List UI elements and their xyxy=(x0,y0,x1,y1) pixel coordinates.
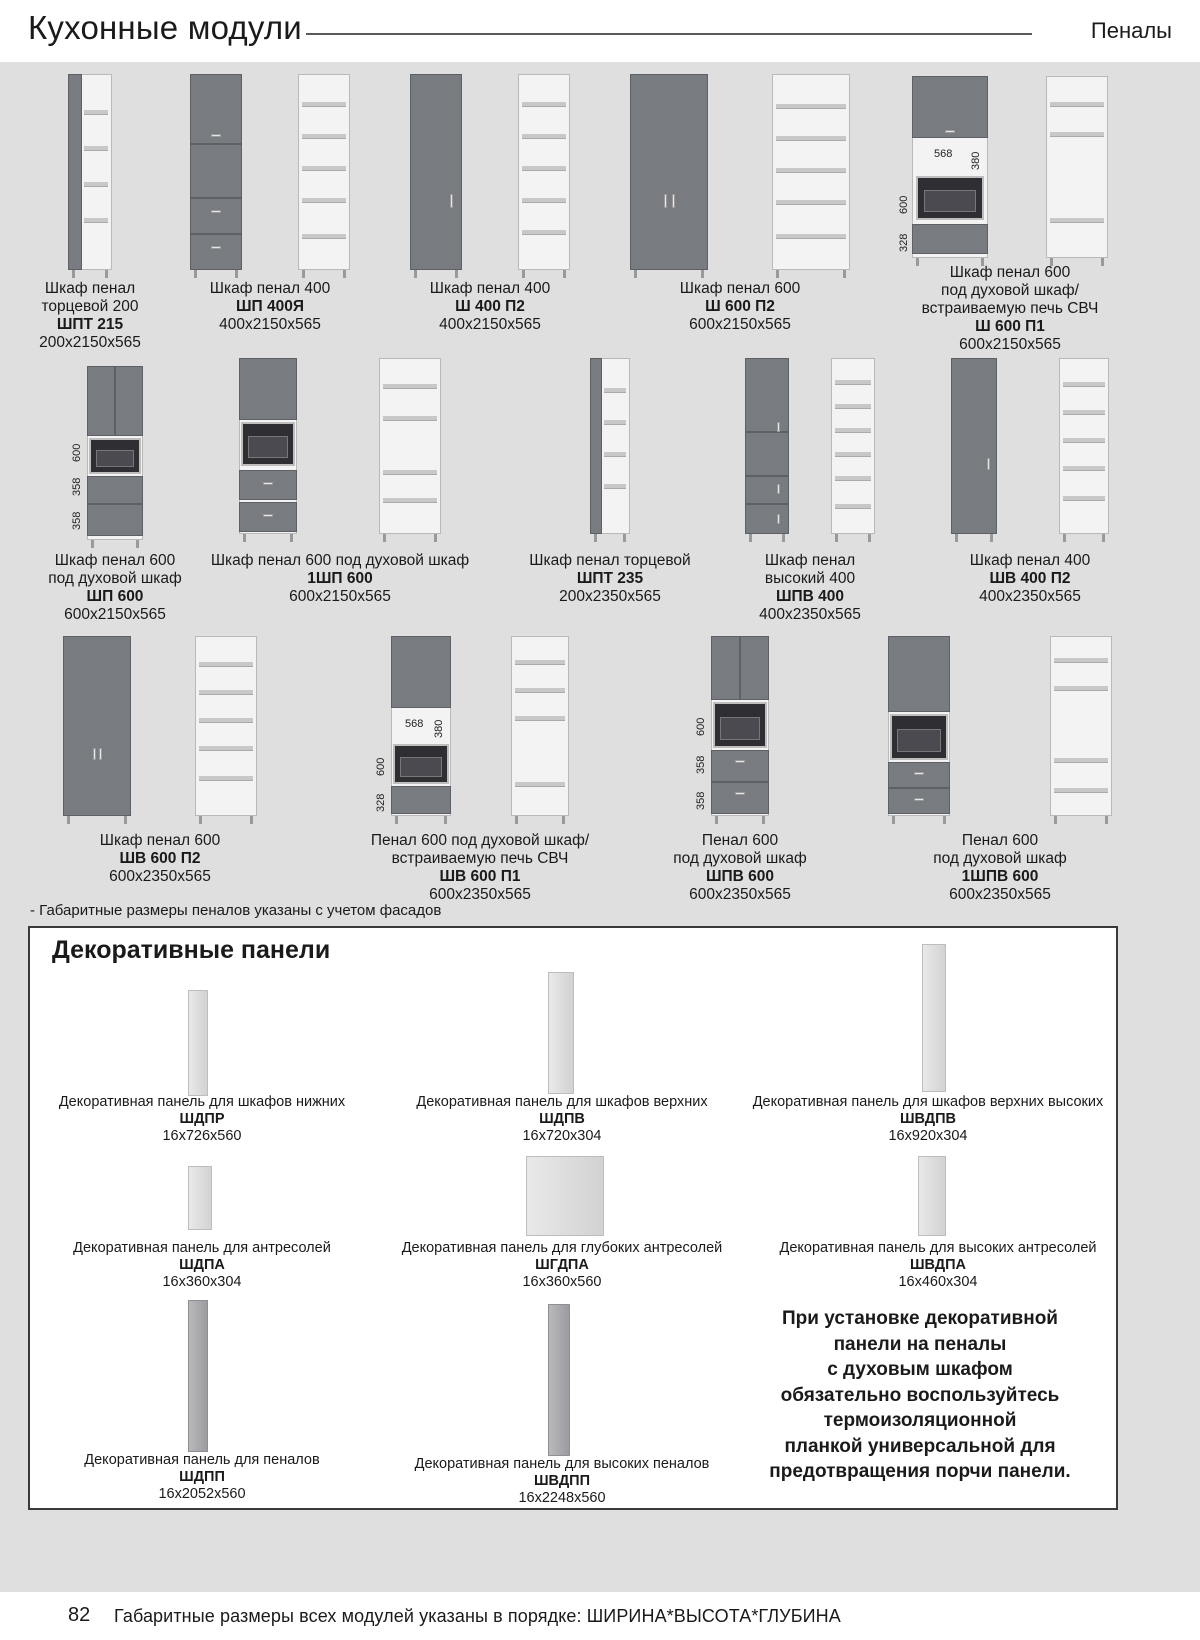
module-images xyxy=(50,636,270,816)
module-images xyxy=(540,358,680,534)
module-images xyxy=(400,74,580,270)
panel-caption: Декоративная панель для высоких антресолей ШВДПА 16x460x304 xyxy=(779,1240,1097,1290)
module-images xyxy=(940,358,1120,534)
module-caption: Шкаф пенал 600 Ш 600 П2 600x2150x565 xyxy=(679,280,801,333)
installation-warning: При установке декоративной панели на пеналы с духовым шкафом обязательно воспользуйтесь термоизоляционной планкой универсальной для предотвращения порчи панели. xyxy=(769,1308,1071,1482)
module-images xyxy=(40,366,190,540)
panel-caption: Декоративная панель для антресолей ШДПА 16x360x304 xyxy=(73,1240,331,1290)
module-sh-600-p2[interactable] xyxy=(630,72,850,362)
module-caption: Шкаф пенал 600 под духовой шкаф ШП 600 600x2150x565 xyxy=(48,552,182,623)
module-caption: Шкаф пенал 600 под духовой шкаф/ встраиваемую печь СВЧ Ш 600 П1 600x2150x565 xyxy=(921,264,1099,353)
module-images xyxy=(860,636,1140,816)
module-images xyxy=(900,76,1120,258)
module-shp-600[interactable] xyxy=(40,358,190,638)
module-caption: Пенал 600 под духовой шкаф ШПВ 600 600x2350x565 xyxy=(673,832,807,903)
module-caption: Шкаф пенал 400 Ш 400 П2 400x2150x565 xyxy=(429,280,551,333)
panel-image xyxy=(188,990,208,1096)
section-title: Пеналы xyxy=(1090,18,1172,43)
cabinet-closed xyxy=(410,74,462,270)
cabinet-open xyxy=(772,74,850,270)
panel-caption: Декоративная панель для шкафов верхних высоких ШВДПВ 16x920x304 xyxy=(752,1094,1104,1144)
module-shp-400ya[interactable] xyxy=(180,72,360,362)
page-header xyxy=(0,0,1200,62)
cabinet-oven xyxy=(888,636,950,816)
cabinet-closed xyxy=(745,358,789,534)
module-images xyxy=(180,74,360,270)
module-images xyxy=(210,358,470,534)
panel-caption: Декоративная панель для высоких пеналов ШВДПП 16x2248x560 xyxy=(414,1456,710,1506)
cabinet-open xyxy=(831,358,875,534)
cabinet-open xyxy=(1046,76,1108,258)
cabinet-oven: 568 380 600 328 xyxy=(391,636,451,816)
module-images xyxy=(350,636,610,816)
header-rule xyxy=(306,33,1032,35)
module-caption: Шкаф пенал 600 под духовой шкаф 1ШП 600 600x2150x565 xyxy=(210,552,470,605)
cabinet-closed xyxy=(63,636,131,816)
cabinet-open xyxy=(298,74,350,270)
panel-image xyxy=(548,1304,570,1456)
panel-image xyxy=(548,972,574,1094)
cabinet-open xyxy=(379,358,441,534)
module-images xyxy=(30,74,150,270)
module-shpt-215[interactable] xyxy=(30,72,150,362)
cabinet-closed xyxy=(630,74,708,270)
panel-caption: Декоративная панель для пеналов ШДПП 16x2052x560 xyxy=(84,1452,320,1502)
module-shv-600-p2[interactable] xyxy=(50,632,270,922)
module-1shpv-600[interactable] xyxy=(860,632,1140,922)
module-caption: Шкаф пенал 400 ШП 400Я 400x2150x565 xyxy=(209,280,331,333)
module-caption: Шкаф пенал торцевой 200 ШПТ 215 200x2150x565 xyxy=(39,280,141,351)
cabinet-oven: 568 380 600 328 xyxy=(912,76,988,258)
panel-caption: Декоративная панель для шкафов верхних ШДПВ 16x720x304 xyxy=(416,1094,708,1144)
cabinet-open xyxy=(1050,636,1112,816)
cabinet-closed xyxy=(951,358,997,534)
module-sh-600-p1[interactable] xyxy=(900,72,1120,362)
cabinet-open xyxy=(195,636,257,816)
cabinet-open xyxy=(518,74,570,270)
page-number: 82 xyxy=(68,1604,91,1626)
panel-image xyxy=(918,1156,946,1236)
cabinet-open xyxy=(511,636,569,816)
module-shpt-235[interactable] xyxy=(529,358,691,638)
page-title: Кухонные модули xyxy=(28,9,302,46)
cabinet-oven xyxy=(239,358,297,534)
module-caption: Шкаф пенал высокий 400 ШПВ 400 400x2350x565 xyxy=(759,552,861,623)
panel-image xyxy=(188,1166,212,1230)
cabinet-open-narrow xyxy=(68,74,112,270)
module-shpv-600[interactable] xyxy=(660,632,820,922)
module-caption: Шкаф пенал торцевой ШПТ 235 200x2350x565 xyxy=(529,552,691,605)
footer-note: Габаритные размеры всех модулей указаны в порядке: ШИРИНА*ВЫСОТА*ГЛУБИНА xyxy=(114,1606,841,1626)
module-caption: Шкаф пенал 400 ШВ 400 П2 400x2350x565 xyxy=(969,552,1091,605)
module-images xyxy=(720,358,900,534)
module-shv-400-p2[interactable] xyxy=(940,358,1120,638)
panel-image xyxy=(526,1156,604,1236)
panel-image xyxy=(188,1300,208,1452)
module-images xyxy=(660,636,820,816)
panels-title: Декоративные панели xyxy=(52,936,331,964)
module-1shp-600[interactable] xyxy=(210,358,470,638)
cabinet-oven: 600 358 358 xyxy=(711,636,769,816)
panel-image xyxy=(922,944,946,1092)
dimensions-note: - Габаритные размеры пеналов указаны с учетом фасадов xyxy=(30,902,442,919)
cabinet-open xyxy=(1059,358,1109,534)
cabinet-closed xyxy=(190,74,242,270)
panel-caption: Декоративная панель для шкафов нижних ШДПР 16x726x560 xyxy=(58,1094,346,1144)
module-shpv-400[interactable] xyxy=(720,358,900,638)
module-caption: Шкаф пенал 600 ШВ 600 П2 600x2350x565 xyxy=(99,832,221,885)
cabinet-open-narrow xyxy=(590,358,630,534)
module-sh-400-p2[interactable] xyxy=(400,72,580,362)
decorative-panels-section xyxy=(28,926,1118,1510)
module-caption: Пенал 600 под духовой шкаф/ встраиваемую печь СВЧ ШВ 600 П1 600x2350x565 xyxy=(370,832,590,903)
module-caption: Пенал 600 под духовой шкаф 1ШПВ 600 600x2350x565 xyxy=(933,832,1067,903)
panel-caption: Декоративная панель для глубоких антресолей ШГДПА 16x360x560 xyxy=(401,1240,723,1290)
module-shv-600-p1[interactable] xyxy=(350,632,610,922)
module-images xyxy=(630,74,850,270)
page-footer xyxy=(0,1592,1200,1640)
cabinet-oven: 600 358 358 xyxy=(87,366,143,540)
